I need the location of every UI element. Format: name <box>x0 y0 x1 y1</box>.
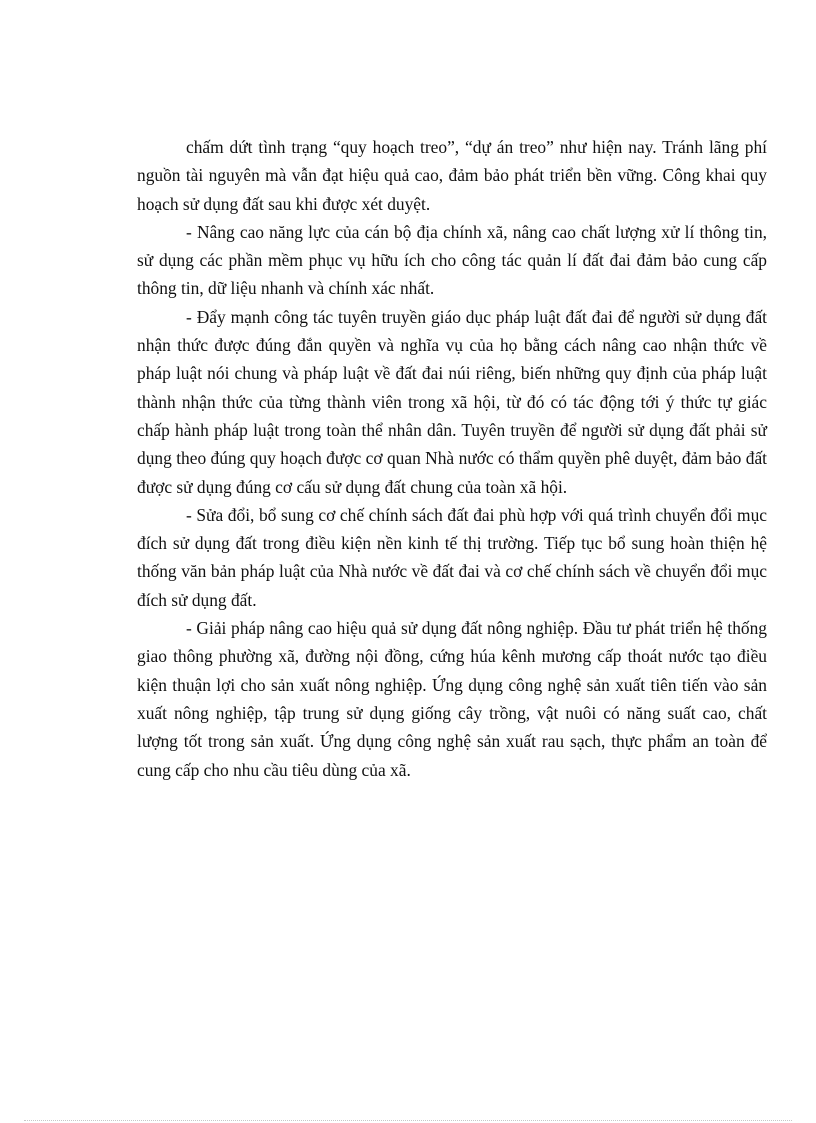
document-body <box>137 133 767 784</box>
paragraph-continuation: chấm dứt tình trạng “quy hoạch treo”, “dự án treo” như hiện nay. Tránh lãng phí nguồn tài nguyên mà vẫn đạt hiệu quả cao, đảm bảo phát triển bền vững. Công khai quy hoạch sử dụng đất sau khi được xét duyệt. <box>137 137 767 214</box>
paragraph-legal-education: - Đẩy mạnh công tác tuyên truyền giáo dục pháp luật đất đai để người sử dụng đất nhận thức được đúng đắn quyền và nghĩa vụ của họ bằng cách nâng cao nhận thức về pháp luật nói chung và pháp luật về đất đai núi riêng, biến những quy định của pháp luật thành nhận thức của từng thành viên trong xã hội, từ đó có tác động tới ý thức tự giác chấp hành pháp luật trong toàn thể nhân dân. Tuyên truyền để người sử dụng đất phải sử dụng theo đúng quy hoạch được cơ quan Nhà nước có thẩm quyền phê duyệt, đảm bảo đất được sử dụng đúng cơ cấu sử dụng đất chung của toàn xã hội. <box>137 306 767 497</box>
paragraph-policy-amendment: - Sửa đổi, bổ sung cơ chế chính sách đất đai phù hợp với quá trình chuyển đổi mục đích sử dụng đất trong điều kiện nền kinh tế thị trường. Tiếp tục bổ sung hoàn thiện hệ thống văn bản pháp luật của Nhà nước về đất đai và cơ chế chính sách về chuyển đổi mục đích sử dụng đất. <box>137 504 767 610</box>
paragraph-cadastral-capacity: - Nâng cao năng lực của cán bộ địa chính xã, nâng cao chất lượng xử lí thông tin, sử dụng các phần mềm phục vụ hữu ích cho công tác quản lí đất đai đảm bảo cung cấp thông tin, dữ liệu nhanh và chính xác nhất. <box>137 221 767 299</box>
paragraph-agricultural-efficiency: - Giải pháp nâng cao hiệu quả sử dụng đất nông nghiệp. Đầu tư phát triển hệ thống giao thông phường xã, đường nội đồng, cứng húa kênh mương cấp thoát nước tạo điều kiện thuận lợi cho sản xuất nông nghiệp. Ứng dụng công nghệ sản xuất tiên tiến vào sản xuất nông nghiệp, tập trung sử dụng giống cây trồng, vật nuôi có năng suất cao, chất lượng tốt trong sản xuất. Ứng dụng công nghệ sản xuất rau sạch, thực phẩm an toàn để cung cấp cho nhu cầu tiêu dùng của xã. <box>137 618 767 780</box>
page-bottom-divider <box>24 1120 792 1121</box>
